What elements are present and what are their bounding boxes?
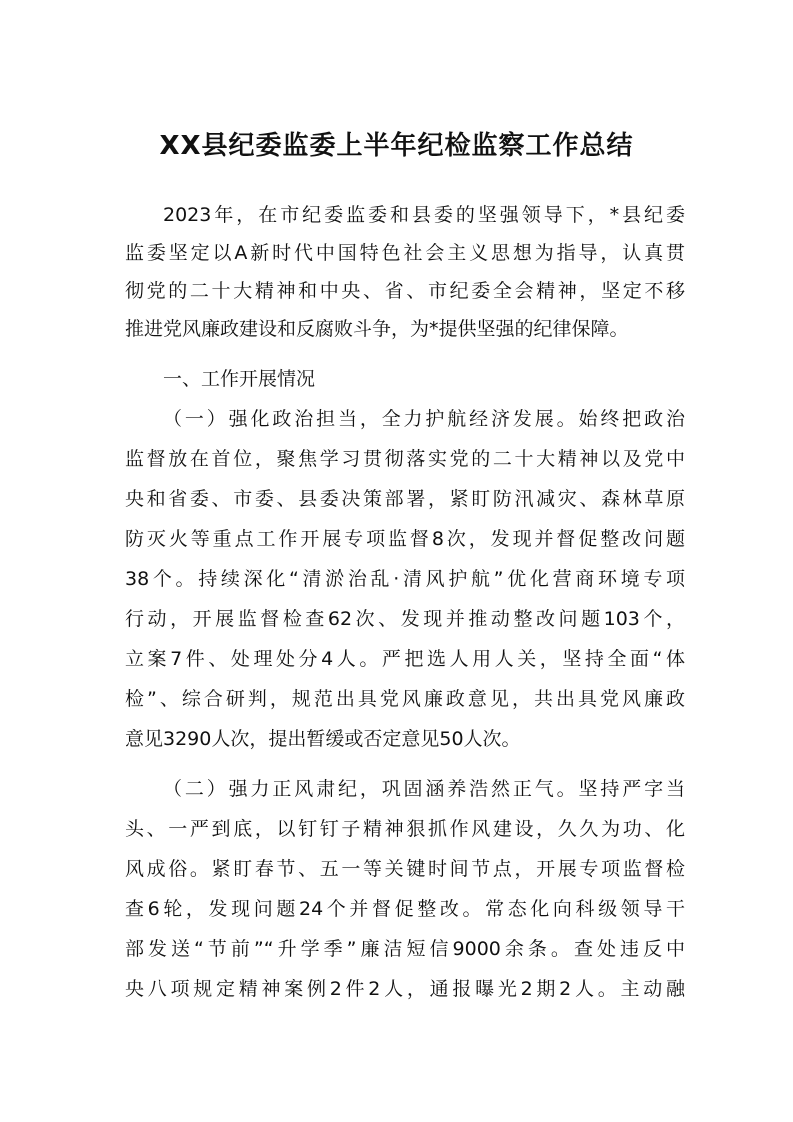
paragraph-line: 防灭火等重点工作开展专项监督8次，发现并督促整改问题 [125, 528, 685, 550]
paragraph-line: 头、一严到底，以钉钉子精神狠抓作风建设，久久为功、化 [125, 818, 685, 840]
paragraph-line: 央和省委、市委、县委决策部署，紧盯防汛减灾、森林草原 [125, 488, 685, 510]
paragraph-line: 2023年，在市纪委监委和县委的坚强领导下，*县纪委 [163, 204, 685, 226]
paragraph-line: 监督放在首位，聚焦学习贯彻落实党的二十大精神以及党中 [125, 448, 685, 470]
paragraph-line: 部发送“节前”“升学季”廉洁短信9000余条。查处违反中 [125, 938, 685, 960]
paragraph-line: 检”、综合研判，规范出具党风廉政意见，共出具党风廉政 [125, 688, 685, 710]
paragraph-line: 38个。持续深化“清淤治乱·清风护航”优化营商环境专项 [125, 568, 685, 590]
section-heading: 一、工作开展情况 [163, 368, 316, 390]
paragraph-line: 推进党风廉政建设和反腐败斗争，为*提供坚强的纪律保障。 [125, 318, 629, 340]
paragraph-line: 行动，开展监督检查62次、发现并推动整改问题103个， [125, 608, 685, 630]
paragraph-line: 查6轮，发现问题24个并督促整改。常态化向科级领导干 [125, 898, 685, 920]
paragraph-line: 彻党的二十大精神和中央、省、市纪委全会精神，坚定不移 [125, 280, 685, 302]
paragraph-line: 监委坚定以A新时代中国特色社会主义思想为指导，认真贯 [125, 242, 685, 264]
document-title: XX县纪委监委上半年纪检监察工作总结 [159, 131, 634, 161]
paragraph-line: 意见3290人次，提出暂缓或否定意见50人次。 [125, 728, 521, 750]
paragraph-line: 央八项规定精神案例2件2人，通报曝光2期2人。主动融 [125, 978, 685, 1000]
paragraph-line: （二）强力正风肃纪，巩固涵养浩然正气。坚持严字当 [163, 778, 685, 800]
paragraph-line: 立案7件、处理处分4人。严把选人用人关，坚持全面“体 [125, 648, 685, 670]
paragraph-line: （一）强化政治担当，全力护航经济发展。始终把政治 [163, 408, 685, 430]
paragraph-line: 风成俗。紧盯春节、五一等关键时间节点，开展专项监督检 [125, 858, 685, 880]
